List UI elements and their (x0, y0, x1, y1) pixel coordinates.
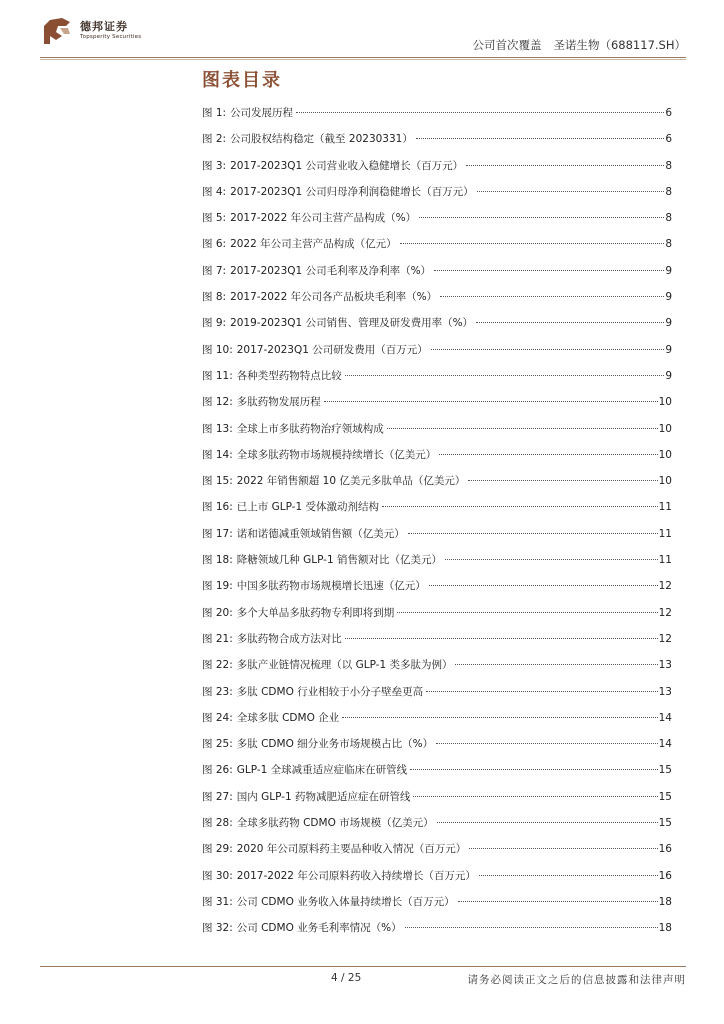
toc-leader-dots (419, 217, 664, 218)
toc-entry-page: 11 (658, 554, 672, 567)
toc-entry-number: 图 7: (202, 264, 227, 277)
toc-entry-page: 8 (665, 238, 672, 251)
footer-divider (40, 966, 686, 967)
toc-entry-page: 13 (658, 659, 672, 672)
toc-entry-page: 9 (665, 291, 672, 304)
header-divider-secondary (40, 59, 686, 60)
toc-entry-page: 15 (658, 790, 672, 803)
toc-entry-number: 图 20: (202, 606, 233, 619)
toc-leader-dots (437, 822, 658, 823)
toc-entry-number: 图 29: (202, 843, 233, 856)
toc-entry-number: 图 12: (202, 396, 233, 409)
toc-entry[interactable] (202, 841, 672, 867)
toc-leader-dots (479, 875, 658, 876)
toc-leader-dots (429, 585, 658, 586)
toc-entry-number: 图 21: (202, 632, 233, 645)
toc-entry[interactable] (202, 526, 672, 552)
toc-entry-number: 图 32: (202, 922, 233, 935)
toc-entry-page: 11 (658, 527, 672, 540)
toc-entry-page: 16 (658, 843, 672, 856)
toc-leader-dots (324, 401, 658, 402)
toc-entry-page: 9 (665, 343, 672, 356)
toc-entry-label: 2022 年销售额超 10 亿美元多肽单品（亿美元） (236, 475, 466, 488)
toc-leader-dots (413, 796, 657, 797)
toc-entry-page: 14 (658, 738, 672, 751)
toc-entry-number: 图 13: (202, 422, 233, 435)
toc-entry[interactable] (202, 894, 672, 920)
toc-leader-dots (426, 691, 657, 692)
toc-entry[interactable] (202, 236, 672, 262)
toc-entry[interactable] (202, 394, 672, 420)
toc-entry-number: 图 16: (202, 501, 233, 514)
toc-entry[interactable] (202, 657, 672, 683)
toc-entry-label: 公司发展历程 (230, 107, 294, 119)
toc-entry-page: 14 (658, 711, 672, 724)
toc-entry-number: 图 14: (202, 448, 233, 461)
toc-entry-page: 8 (665, 212, 672, 225)
toc-entry[interactable] (202, 210, 672, 236)
toc-entry-page: 18 (658, 922, 672, 935)
toc-entry-number: 图 26: (202, 764, 233, 777)
toc-entry-label: 全球多肽药物 CDMO 市场规模（亿美元） (236, 817, 434, 830)
toc-entry-page: 8 (665, 185, 672, 198)
toc-entry-page: 13 (658, 685, 672, 698)
toc-entry-page: 15 (658, 817, 672, 830)
toc-entry-page: 10 (658, 396, 672, 409)
toc-leader-dots (405, 927, 658, 928)
toc-entry[interactable] (202, 368, 672, 394)
toc-entry[interactable] (202, 789, 672, 815)
toc-entry-page: 15 (658, 764, 672, 777)
toc-entry-label: 多肽 CDMO 细分业务市场规模占比（%） (236, 738, 434, 751)
toc-leader-dots (296, 112, 664, 113)
toc-leader-dots (455, 664, 657, 665)
toc-title: 图表目录 (202, 70, 282, 91)
toc-entry-page: 9 (665, 317, 672, 330)
toc-entry-page: 18 (658, 895, 672, 908)
toc-entry-label: 2022 年公司主营产品构成（亿元） (230, 238, 397, 251)
toc-entry-page: 10 (658, 448, 672, 461)
toc-leader-dots (469, 848, 657, 849)
toc-entry-label: 2017-2022 年公司各产品板块毛利率（%） (230, 291, 438, 304)
toc-entry[interactable] (202, 736, 672, 762)
toc-leader-dots (436, 743, 657, 744)
toc-leader-dots (345, 375, 665, 376)
toc-entry-label: 2017-2023Q1 公司研发费用（百万元） (236, 343, 428, 356)
toc-entry[interactable] (202, 447, 672, 473)
toc-entry-number: 图 23: (202, 685, 233, 698)
toc-entry[interactable] (202, 552, 672, 578)
toc-entry[interactable] (202, 105, 672, 131)
toc-entry-label: 多个大单品多肽药物专利即将到期 (236, 606, 395, 619)
page-indicator: 4 / 25 (331, 972, 362, 984)
toc-entry[interactable] (202, 868, 672, 894)
toc-entry-page: 10 (658, 475, 672, 488)
toc-entry-number: 图 18: (202, 554, 233, 567)
toc-leader-dots (400, 243, 665, 244)
report-info (472, 37, 686, 53)
toc-entry-page: 10 (658, 422, 672, 435)
toc-entry[interactable] (202, 631, 672, 657)
toc-entry-number: 图 31: (202, 895, 233, 908)
toc-entry[interactable] (202, 499, 672, 525)
toc-entry-label: 公司 CDMO 业务收入体量持续增长（百万元） (236, 895, 455, 908)
toc-entry-label: 2019-2023Q1 公司销售、管理及研发费用率（%） (230, 317, 474, 330)
toc-entry-number: 图 10: (202, 343, 233, 356)
toc-entry[interactable] (202, 920, 672, 946)
toc-entry[interactable] (202, 605, 672, 631)
toc-list (202, 105, 672, 947)
toc-entry-label: 多肽 CDMO 行业相较于小分子壁垒更高 (236, 685, 424, 698)
legal-notice: 请务必阅读正文之后的信息披露和法律声明 (467, 974, 686, 986)
toc-entry-number: 图 5: (202, 212, 227, 225)
toc-entry-label: 2017-2023Q1 公司毛利率及净利率（%） (230, 264, 432, 277)
toc-entry-label: 已上市 GLP-1 受体激动剂结构 (236, 501, 379, 514)
toc-entry-number: 图 30: (202, 869, 233, 882)
toc-entry-label: 多肽产业链情况梳理（以 GLP-1 类多肽为例） (236, 659, 453, 672)
toc-entry-number: 图 22: (202, 659, 233, 672)
toc-entry-number: 图 24: (202, 711, 233, 724)
toc-entry[interactable] (202, 315, 672, 341)
toc-entry[interactable] (202, 263, 672, 289)
toc-entry-number: 图 11: (202, 369, 233, 382)
toc-entry-page: 11 (658, 501, 672, 514)
toc-entry-label: 降糖领域几种 GLP-1 销售额对比（亿美元） (236, 554, 442, 567)
toc-entry[interactable] (202, 421, 672, 447)
toc-entry-number: 图 27: (202, 790, 233, 803)
toc-entry-label: 公司 CDMO 业务毛利率情况（%） (236, 922, 402, 935)
report-type: 公司首次覆盖 (472, 38, 542, 52)
toc-entry-page: 9 (665, 369, 672, 382)
toc-leader-dots (434, 270, 664, 271)
toc-leader-dots (445, 559, 658, 560)
toc-entry-page: 12 (658, 632, 672, 645)
toc-leader-dots (397, 612, 657, 613)
toc-leader-dots (440, 296, 664, 297)
toc-entry-page: 6 (665, 133, 672, 146)
toc-entry-label: GLP-1 全球减重适应症临床在研管线 (236, 764, 408, 777)
toc-entry-page: 6 (665, 107, 672, 119)
toc-leader-dots (382, 506, 658, 507)
toc-entry[interactable] (202, 710, 672, 736)
toc-entry-number: 图 15: (202, 475, 233, 488)
toc-entry-number: 图 3: (202, 159, 227, 172)
toc-entry[interactable] (202, 184, 672, 210)
toc-entry[interactable] (202, 762, 672, 788)
toc-leader-dots (476, 322, 664, 323)
toc-leader-dots (416, 138, 664, 139)
toc-entry-page: 9 (665, 264, 672, 277)
toc-entry-label: 2017-2023Q1 公司营业收入稳健增长（百万元） (230, 159, 464, 172)
toc-leader-dots (466, 165, 664, 166)
logo-icon (40, 14, 74, 48)
toc-entry-page: 12 (658, 606, 672, 619)
toc-entry-number: 图 17: (202, 527, 233, 540)
toc-entry-number: 图 4: (202, 185, 227, 198)
company-name: 圣诺生物（688117.SH） (553, 38, 686, 52)
page-header (0, 0, 724, 62)
toc-entry-label: 2017-2023Q1 公司归母净利润稳健增长（百万元） (230, 185, 474, 198)
toc-entry[interactable] (202, 473, 672, 499)
header-divider (40, 57, 686, 58)
toc-entry-number: 图 2: (202, 133, 227, 146)
toc-entry[interactable] (202, 158, 672, 184)
toc-entry-page: 16 (658, 869, 672, 882)
toc-entry-number: 图 1: (202, 107, 227, 119)
logo-subtext: Topsperity Securities (80, 34, 142, 40)
toc-entry[interactable] (202, 342, 672, 368)
toc-entry-label: 国内 GLP-1 药物减肥适应症在研管线 (236, 790, 411, 803)
toc-entry[interactable] (202, 289, 672, 315)
toc-entry-number: 图 19: (202, 580, 233, 593)
toc-leader-dots (345, 638, 658, 639)
toc-entry[interactable] (202, 131, 672, 157)
toc-leader-dots (408, 533, 658, 534)
toc-entry-label: 多肽药物合成方法对比 (236, 632, 342, 645)
toc-entry-number: 图 8: (202, 291, 227, 304)
toc-leader-dots (477, 191, 665, 192)
toc-entry-label: 诺和诺德减重领域销售额（亿美元） (236, 527, 405, 540)
toc-entry-label: 2020 年公司原料药主要品种收入情况（百万元） (236, 843, 467, 856)
toc-entry-label: 全球多肽 CDMO 企业 (236, 711, 340, 724)
logo-text: 德邦证券 (80, 20, 128, 33)
toc-entry-label: 全球上市多肽药物治疗领域构成 (236, 422, 384, 435)
toc-entry-label: 多肽药物发展历程 (236, 396, 321, 409)
toc-leader-dots (342, 717, 657, 718)
toc-entry-number: 图 6: (202, 238, 227, 251)
toc-leader-dots (387, 428, 658, 429)
toc-leader-dots (410, 769, 657, 770)
toc-leader-dots (458, 901, 658, 902)
toc-entry-number: 图 28: (202, 817, 233, 830)
toc-entry-label: 中国多肽药物市场规模增长迅速（亿元） (236, 580, 426, 593)
toc-entry[interactable] (202, 684, 672, 710)
toc-entry-page: 12 (658, 580, 672, 593)
toc-entry-label: 2017-2022 年公司原料药收入持续增长（百万元） (236, 869, 476, 882)
toc-entry-page: 8 (665, 159, 672, 172)
toc-entry-number: 图 9: (202, 317, 227, 330)
toc-entry-number: 图 25: (202, 738, 233, 751)
toc-entry-label: 全球多肽药物市场规模持续增长（亿美元） (236, 448, 437, 461)
toc-leader-dots (439, 454, 657, 455)
toc-entry[interactable] (202, 815, 672, 841)
toc-entry[interactable] (202, 578, 672, 604)
toc-entry-label: 公司股权结构稳定（截至 20230331） (230, 133, 413, 146)
toc-entry-label: 各种类型药物特点比较 (236, 369, 342, 382)
toc-leader-dots (468, 480, 657, 481)
toc-entry-label: 2017-2022 年公司主营产品构成（%） (230, 212, 417, 225)
toc-leader-dots (431, 349, 665, 350)
